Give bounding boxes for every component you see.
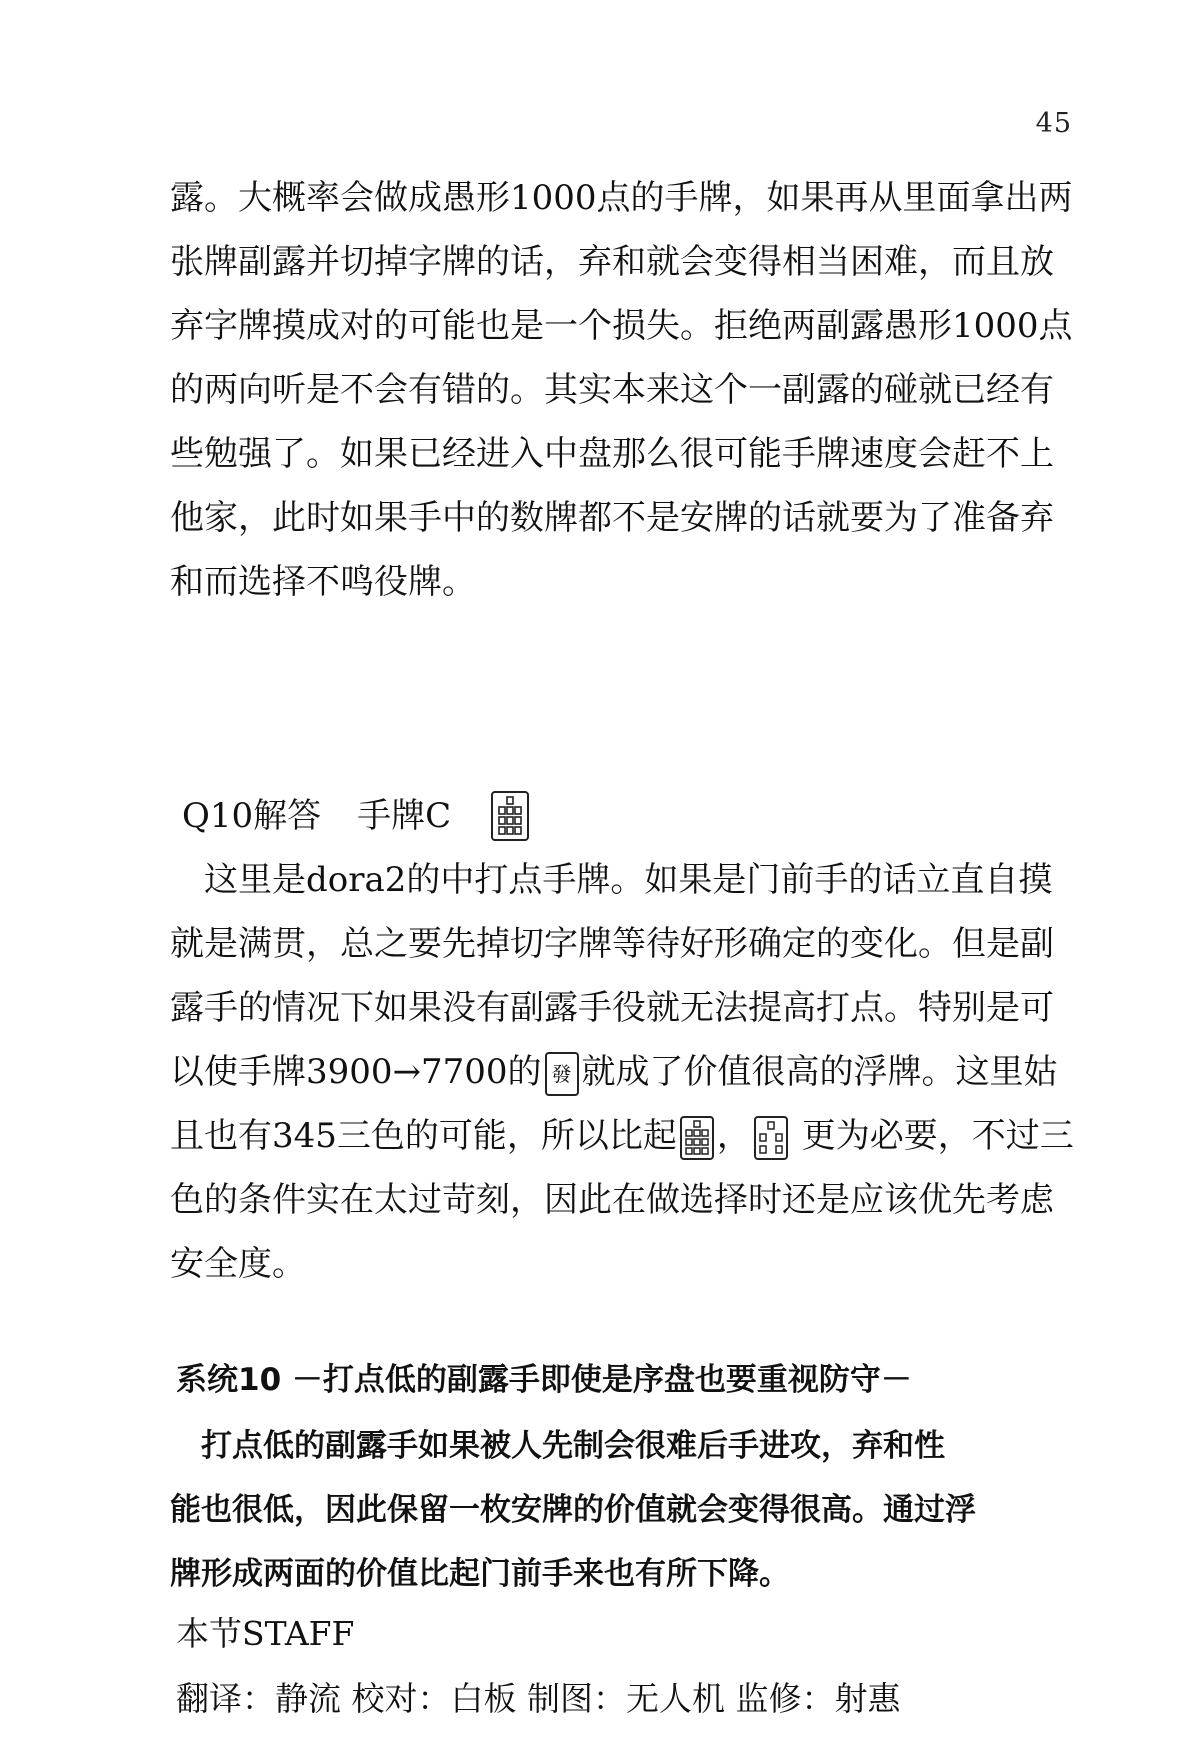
- text-line: 的两向听是不会有错的。其实本来这个一副露的碰就已经有: [170, 370, 1054, 410]
- staff-credits: 翻译：静流 校对：白板 制图：无人机 监修：射惠: [176, 1679, 901, 1718]
- hatsu-glyph: 發: [551, 1062, 572, 1086]
- text-line: 牌形成两面的价值比起门前手来也有所下降。: [170, 1556, 790, 1592]
- text-fragment: 以使手牌3900→7700的: [170, 1052, 542, 1092]
- staff-title: 本节STAFF: [176, 1614, 355, 1653]
- text-line: 露。大概率会做成愚形1000点的手牌，如果再从里面拿出两: [170, 178, 1073, 218]
- text-line: 弃字牌摸成对的可能也是一个损失。拒绝两副露愚形1000点: [170, 306, 1073, 346]
- section-title: 系统10 －打点低的副露手即使是序盘也要重视防守－: [176, 1362, 912, 1398]
- hatsu-tile-icon: [545, 1052, 579, 1096]
- text-line: [170, 1104, 1090, 1168]
- text-fragment: 就成了价值很高的浮牌。这里姑: [581, 1052, 1058, 1092]
- text-line: 些勉强了。如果已经进入中盘那么很可能手牌速度会赶不上: [170, 434, 1054, 474]
- q10-answer-heading: [182, 790, 532, 842]
- q10-label: Q10解答: [182, 796, 322, 836]
- text-line: 和而选择不鸣役牌。: [170, 562, 476, 602]
- 8-sou-tile-icon: [680, 1116, 714, 1160]
- 5-sou-tile-icon: [754, 1116, 788, 1160]
- text-fragment: 更为必要，不过三: [790, 1116, 1074, 1156]
- text-line: 露手的情况下如果没有副露手役就无法提高打点。特别是可: [170, 988, 1054, 1028]
- paragraph-continuation: [170, 166, 1090, 614]
- 8-sou-tile-icon: [491, 791, 529, 841]
- text-line: 色的条件实在太过苛刻，因此在做选择时还是应该优先考虑: [170, 1180, 1054, 1220]
- text-line: 就是满贯，总之要先掉切字牌等待好形确定的变化。但是副: [170, 924, 1054, 964]
- text-line: 安全度。: [170, 1244, 306, 1284]
- page-number: 45: [1035, 108, 1072, 139]
- text-line: 他家，此时如果手中的数牌都不是安牌的话就要为了准备弃: [170, 498, 1054, 538]
- text-line: 能也很低，因此保留一枚安牌的价值就会变得很高。通过浮: [170, 1492, 976, 1528]
- section-body: [170, 1414, 1090, 1606]
- text-fragment: ，: [716, 1116, 751, 1156]
- text-line: 打点低的副露手如果被人先制会很难后手进攻，弃和性: [170, 1428, 945, 1464]
- text-fragment: 且也有345三色的可能，所以比起: [170, 1116, 677, 1156]
- q10-explanation: [170, 848, 1090, 1296]
- q10-answer: 手牌C: [357, 796, 452, 836]
- text-line: 张牌副露并切掉字牌的话，弃和就会变得相当困难，而且放: [170, 242, 1054, 282]
- text-line: [170, 1040, 1090, 1104]
- text-line: 这里是dora2的中打点手牌。如果是门前手的话立直自摸: [170, 860, 1053, 900]
